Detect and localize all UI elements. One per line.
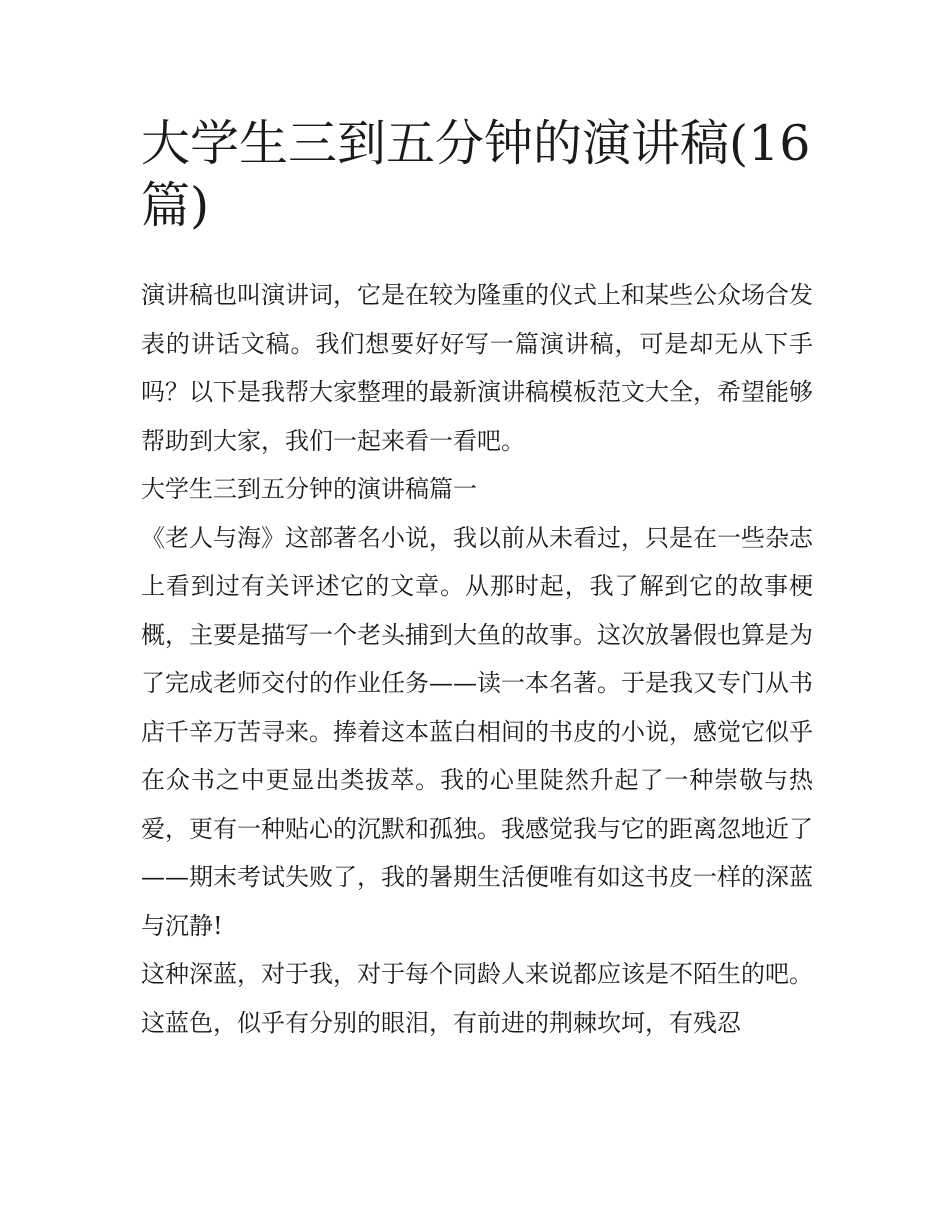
body-paragraph: 《老人与海》这部著名小说，我以前从未看过，只是在一些杂志上看到过有关评述它的文章。从那时起，我了解到它的故事梗概，主要是描写一个老头捕到大鱼的故事。这次放暑假也算是为了完成老师交付的作业任务——读一本名著。于是我又专门从书店千辛万苦寻来。捧着这本蓝白相间的书皮的小说，感觉它似乎在众书之中更显出类拔萃。我的心里陡然升起了一种崇敬与热爱，更有一种贴心的沉默和孤独。我感觉我与它的距离忽地近了——期末考试失败了，我的暑期生活便唯有如这书皮一样的深蓝与沉静! <box>141 523 813 940</box>
document-title: 大学生三到五分钟的演讲稿(16篇) <box>141 115 811 234</box>
document-page <box>141 113 813 1047</box>
document-body <box>141 271 813 1047</box>
intro-paragraph: 演讲稿也叫演讲词，它是在较为隆重的仪式上和某些公众场合发表的讲话文稿。我们想要好好写一篇演讲稿，可是却无从下手吗？以下是我帮大家整理的最新演讲稿模板范文大全，希望能够帮助到大家，我们一起来看一看吧。 <box>141 281 813 455</box>
body-paragraph: 这种深蓝，对于我，对于每个同龄人来说都应该是不陌生的吧。这蓝色，似乎有分别的眼泪，有前进的荆棘坎坷，有残忍 <box>141 960 813 1037</box>
section-heading: 大学生三到五分钟的演讲稿篇一 <box>141 475 477 503</box>
